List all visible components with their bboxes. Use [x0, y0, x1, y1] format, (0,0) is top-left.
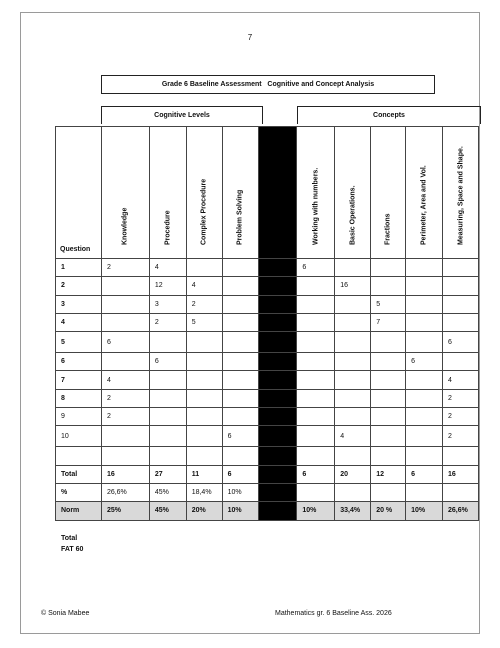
concept-cell	[371, 277, 406, 295]
cognitive-cell	[222, 389, 258, 407]
concept-col-header	[406, 127, 443, 259]
table-row	[56, 426, 479, 447]
analysis-table	[55, 126, 479, 521]
separator-block	[258, 502, 297, 520]
concept-cell	[335, 332, 371, 353]
footer-copyright: © Sonia Mabee	[41, 610, 90, 617]
concept-cell: 2	[443, 389, 479, 407]
cognitive-col-label: Problem Solving	[236, 189, 244, 245]
concept-cell	[406, 447, 443, 465]
row-label: 9	[56, 408, 102, 426]
table-row	[56, 295, 479, 313]
concept-cell	[297, 426, 335, 447]
row-label: 1	[56, 259, 102, 277]
cognitive-cell: 2	[149, 313, 186, 331]
cognitive-cell: 45%	[149, 502, 186, 520]
separator-block	[258, 371, 297, 389]
concept-cell	[335, 259, 371, 277]
concept-cell	[335, 313, 371, 331]
concept-col-header	[443, 127, 479, 259]
concept-cell	[297, 332, 335, 353]
concept-cell: 6	[406, 465, 443, 483]
concept-cell	[335, 483, 371, 501]
page-number: 7	[247, 33, 253, 42]
concept-col-label: Measuring, Space and Shape.	[457, 146, 464, 245]
concept-cell: 26,6%	[443, 502, 479, 520]
cognitive-cell	[149, 426, 186, 447]
separator-block	[258, 353, 297, 371]
total-fat	[61, 533, 83, 555]
concept-cell	[406, 483, 443, 501]
document-title: Grade 6 Baseline Assessment Cognitive and Concept Analysis	[101, 75, 435, 94]
concept-cell	[297, 295, 335, 313]
separator-block	[258, 259, 297, 277]
cognitive-cell: 26,6%	[101, 483, 149, 501]
concept-cell	[371, 408, 406, 426]
cognitive-cell: 25%	[101, 502, 149, 520]
concept-cell	[406, 277, 443, 295]
concept-cell	[406, 332, 443, 353]
concept-cell	[443, 483, 479, 501]
separator-block	[258, 389, 297, 407]
cognitive-col-label: Procedure	[164, 210, 172, 245]
separator-block	[258, 295, 297, 313]
concept-cell: 16	[443, 465, 479, 483]
cognitive-cell: 2	[101, 259, 149, 277]
concept-cell: 5	[371, 295, 406, 313]
cognitive-cell	[186, 259, 222, 277]
cognitive-col-header	[149, 127, 186, 259]
row-label: 3	[56, 295, 102, 313]
cognitive-cell: 2	[186, 295, 222, 313]
concept-col-label: Perimeter, Area and Vol.	[420, 165, 428, 245]
cognitive-cell	[186, 408, 222, 426]
cognitive-cell	[186, 371, 222, 389]
cognitive-cell: 45%	[149, 483, 186, 501]
concept-cell	[371, 426, 406, 447]
cognitive-col-header	[222, 127, 258, 259]
cognitive-cell	[186, 353, 222, 371]
cognitive-cell	[186, 332, 222, 353]
concept-cell	[406, 313, 443, 331]
concept-cell	[297, 408, 335, 426]
cognitive-levels-header: Cognitive Levels	[101, 106, 263, 124]
row-label: 7	[56, 371, 102, 389]
percent-row	[56, 483, 479, 501]
cognitive-cell	[222, 332, 258, 353]
row-label	[56, 447, 102, 465]
cognitive-cell: 4	[149, 259, 186, 277]
cognitive-cell	[149, 332, 186, 353]
cognitive-cell: 18,4%	[186, 483, 222, 501]
concept-cell: 20	[335, 465, 371, 483]
cognitive-cell	[149, 447, 186, 465]
row-label: %	[56, 483, 102, 501]
table-row	[56, 259, 479, 277]
table-row	[56, 332, 479, 353]
separator-block	[258, 483, 297, 501]
concept-cell: 16	[335, 277, 371, 295]
concept-cell	[443, 277, 479, 295]
cognitive-cell: 2	[101, 408, 149, 426]
concept-cell: 33,4%	[335, 502, 371, 520]
separator-block	[258, 127, 297, 259]
question-header-cell	[56, 127, 102, 259]
row-label: 5	[56, 332, 102, 353]
cognitive-cell	[186, 447, 222, 465]
concept-cell	[443, 259, 479, 277]
concept-cell	[297, 483, 335, 501]
concept-cell	[443, 313, 479, 331]
row-label: 4	[56, 313, 102, 331]
separator-block	[258, 465, 297, 483]
separator-block	[258, 277, 297, 295]
concept-cell	[335, 447, 371, 465]
concept-cell	[297, 447, 335, 465]
norm-row	[56, 502, 479, 520]
cognitive-cell	[222, 277, 258, 295]
concept-cell	[371, 332, 406, 353]
concept-cell	[371, 483, 406, 501]
row-label: 10	[56, 426, 102, 447]
concept-cell	[335, 371, 371, 389]
cognitive-cell: 20%	[186, 502, 222, 520]
table-row	[56, 389, 479, 407]
concept-cell	[335, 295, 371, 313]
concept-cell	[297, 313, 335, 331]
cognitive-col-label: Knowledge	[121, 207, 129, 245]
cognitive-cell	[101, 295, 149, 313]
cognitive-cell: 16	[101, 465, 149, 483]
cognitive-cell	[186, 389, 222, 407]
cognitive-cell	[149, 408, 186, 426]
concept-cell	[406, 426, 443, 447]
concept-cell	[406, 408, 443, 426]
cognitive-col-header	[101, 127, 149, 259]
cognitive-cell	[222, 259, 258, 277]
table-row	[56, 447, 479, 465]
cognitive-cell: 4	[186, 277, 222, 295]
cognitive-cell: 6	[222, 465, 258, 483]
concept-cell	[335, 389, 371, 407]
concept-cell	[371, 353, 406, 371]
concept-cell: 6	[406, 353, 443, 371]
concept-cell	[335, 408, 371, 426]
cognitive-cell: 2	[101, 389, 149, 407]
total-fat-value: FAT 60	[61, 546, 84, 553]
concept-cell: 10%	[406, 502, 443, 520]
cognitive-cell: 6	[149, 353, 186, 371]
header-row	[56, 127, 479, 259]
cognitive-cell	[222, 408, 258, 426]
total-fat-label: Total	[61, 535, 78, 542]
table-row	[56, 277, 479, 295]
cognitive-cell: 27	[149, 465, 186, 483]
concept-cell: 6	[297, 465, 335, 483]
table-row	[56, 353, 479, 371]
concept-col-label: Fractions	[384, 213, 392, 245]
concept-cell	[443, 353, 479, 371]
concept-cell	[406, 259, 443, 277]
cognitive-col-label: Complex Procedure	[200, 178, 208, 245]
document-page	[20, 12, 480, 634]
separator-block	[258, 332, 297, 353]
concept-col-header	[371, 127, 406, 259]
concept-cell: 4	[335, 426, 371, 447]
concept-cell	[371, 389, 406, 407]
cognitive-cell	[222, 371, 258, 389]
row-label: Total	[56, 465, 102, 483]
cognitive-cell: 6	[101, 332, 149, 353]
separator-block	[258, 426, 297, 447]
cognitive-cell: 6	[222, 426, 258, 447]
concept-cell	[297, 353, 335, 371]
row-label: 8	[56, 389, 102, 407]
cognitive-cell	[149, 371, 186, 389]
concept-cell: 10%	[297, 502, 335, 520]
cognitive-cell	[101, 353, 149, 371]
cognitive-cell	[222, 447, 258, 465]
cognitive-cell	[101, 447, 149, 465]
cognitive-cell	[101, 313, 149, 331]
concept-cell	[371, 259, 406, 277]
concept-cell: 4	[443, 371, 479, 389]
concept-cell: 2	[443, 426, 479, 447]
concept-cell: 7	[371, 313, 406, 331]
separator-block	[258, 408, 297, 426]
concept-cell: 6	[443, 332, 479, 353]
concept-cell	[443, 447, 479, 465]
concept-cell: 6	[297, 259, 335, 277]
concept-cell	[297, 371, 335, 389]
concept-col-label: Working with numbers.	[312, 167, 320, 245]
row-label: Norm	[56, 502, 102, 520]
table-row	[56, 408, 479, 426]
footer-subject: Mathematics gr. 6 Baseline Ass. 2026	[275, 610, 392, 617]
cognitive-cell: 10%	[222, 502, 258, 520]
separator-block	[258, 313, 297, 331]
concept-cell	[406, 295, 443, 313]
row-label: 6	[56, 353, 102, 371]
cognitive-cell: 10%	[222, 483, 258, 501]
table-row	[56, 371, 479, 389]
cognitive-cell	[101, 277, 149, 295]
concept-cell	[297, 277, 335, 295]
cognitive-cell: 4	[101, 371, 149, 389]
total-row	[56, 465, 479, 483]
cognitive-cell: 3	[149, 295, 186, 313]
cognitive-cell: 5	[186, 313, 222, 331]
cognitive-cell	[101, 426, 149, 447]
cognitive-cell: 12	[149, 277, 186, 295]
cognitive-cell: 11	[186, 465, 222, 483]
concept-cell	[371, 447, 406, 465]
row-label: 2	[56, 277, 102, 295]
concept-cell	[335, 353, 371, 371]
cognitive-cell	[149, 389, 186, 407]
question-header: Question	[60, 246, 91, 253]
separator-block	[258, 447, 297, 465]
concept-col-header	[335, 127, 371, 259]
concept-cell	[406, 371, 443, 389]
concept-cell	[443, 295, 479, 313]
cognitive-cell	[222, 295, 258, 313]
concept-cell: 20 %	[371, 502, 406, 520]
table-row	[56, 313, 479, 331]
concept-col-header	[297, 127, 335, 259]
concept-cell: 12	[371, 465, 406, 483]
concept-cell	[297, 389, 335, 407]
concept-col-label: Basic Operations.	[349, 185, 357, 245]
concepts-header: Concepts	[297, 106, 481, 124]
cognitive-cell	[222, 313, 258, 331]
concept-cell	[371, 371, 406, 389]
concept-cell: 2	[443, 408, 479, 426]
cognitive-cell	[186, 426, 222, 447]
concept-cell	[406, 389, 443, 407]
cognitive-cell	[222, 353, 258, 371]
cognitive-col-header	[186, 127, 222, 259]
